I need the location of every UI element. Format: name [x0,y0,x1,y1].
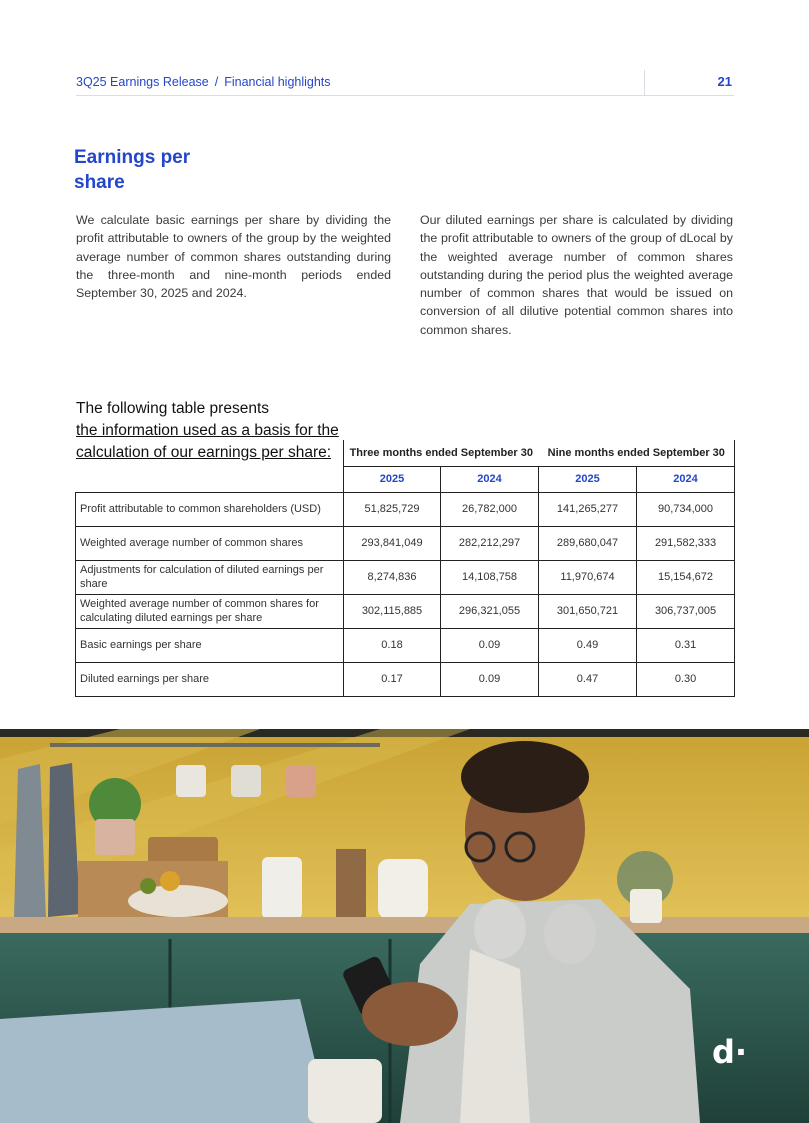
table-row [76,628,735,662]
header-divider [644,70,645,96]
table-cell: 0.09 [441,662,539,696]
table-row [76,662,735,696]
row-label: Basic earnings per share [76,628,344,662]
table-cell: 291,582,333 [637,526,735,560]
kitchen-photo [0,729,809,1123]
page-header [76,74,734,96]
table-row [76,492,735,526]
headphones [474,899,526,959]
table-cell: 302,115,885 [344,594,441,628]
utensil-holder [262,857,302,919]
table-cell: 0.49 [539,628,637,662]
jeans-legs [0,999,330,1123]
fruit [140,878,156,894]
table-cell: 51,825,729 [344,492,441,526]
table-cell: 90,734,000 [637,492,735,526]
table-cell: 8,274,836 [344,560,441,594]
empty-header-cell [76,440,344,466]
table-cell: 26,782,000 [441,492,539,526]
row-label: Profit attributable to common shareholders (USD) [76,492,344,526]
year-header: 2024 [637,466,735,492]
table-row [76,526,735,560]
hands [362,982,458,1046]
table-cell: 289,680,047 [539,526,637,560]
photo-illustration [0,729,809,1123]
table-cell: 14,108,758 [441,560,539,594]
year-header: 2025 [539,466,637,492]
year-header: 2024 [441,466,539,492]
table-row [76,594,735,628]
jar [378,859,428,919]
basic-eps-paragraph: We calculate basic earnings per share by dividing the profit attributable to owners of the group by the weighted average number of common shares outstanding during the three-month and nine-month periods ended September 30, 2025 and 2024. [76,213,391,301]
table-row [76,560,735,594]
table-intro-line-1: The following table presents [76,400,270,417]
table-cell: 306,737,005 [637,594,735,628]
mug [286,765,316,797]
table-cell: 0.31 [637,628,735,662]
row-label: Adjustments for calculation of diluted earnings per share [76,560,344,594]
eps-data-table [75,440,735,697]
table-cell: 141,265,277 [539,492,637,526]
fruit [160,871,180,891]
eps-table [75,440,734,697]
table-intro-line-3: calculation of our earnings per share: [76,444,332,461]
nine-months-header: Nine months ended September 30 [539,440,735,466]
table-cell: 0.17 [344,662,441,696]
year-header: 2025 [344,466,441,492]
row-label: Weighted average number of common shares for calculating diluted earnings per share [76,594,344,628]
table-cell: 296,321,055 [441,594,539,628]
table-cell: 293,841,049 [344,526,441,560]
row-label: Weighted average number of common shares [76,526,344,560]
breadcrumb [76,75,331,89]
undershirt [460,949,530,1123]
table-cell: 11,970,674 [539,560,637,594]
diluted-eps-paragraph: Our diluted earnings per share is calculated by dividing the profit attributable to owners of the group of dLocal by the weighted average number of common shares outstanding during the period plus the weighted average number of common shares that would be issued on conversion of all dilutive potential common shares into common shares. [420,213,733,337]
hair [461,741,589,813]
breadcrumb-separator: / [214,75,219,89]
breadcrumb-document: 3Q25 Earnings Release [76,75,209,89]
plant-pot [95,819,135,855]
table-cell: 15,154,672 [637,560,735,594]
table-cell: 0.30 [637,662,735,696]
headphones [544,904,596,964]
table-cell: 301,650,721 [539,594,637,628]
table-intro-line-2: the information used as a basis for the [76,422,339,439]
section-title-line-2: share [74,172,125,193]
empty-year-cell [76,466,344,492]
table-cell: 282,212,297 [441,526,539,560]
section-title-line-1: Earnings per [74,147,191,168]
row-label: Diluted earnings per share [76,662,344,696]
page-number: 21 [717,74,732,89]
year-header-row [76,466,735,492]
mug [176,765,206,797]
dlocal-logo: d· [711,1033,747,1071]
mug-rail [50,743,380,747]
mug [231,765,261,797]
flower-pot [630,889,662,923]
table-cell: 0.09 [441,628,539,662]
period-header-row [76,440,735,466]
three-months-header: Three months ended September 30 [344,440,539,466]
knife-block [336,849,366,919]
table-cell: 0.18 [344,628,441,662]
section-title [74,145,254,195]
table-cell: 0.47 [539,662,637,696]
breadcrumb-section: Financial highlights [224,75,331,89]
coffee-mug [308,1059,382,1123]
countertop [0,917,809,933]
